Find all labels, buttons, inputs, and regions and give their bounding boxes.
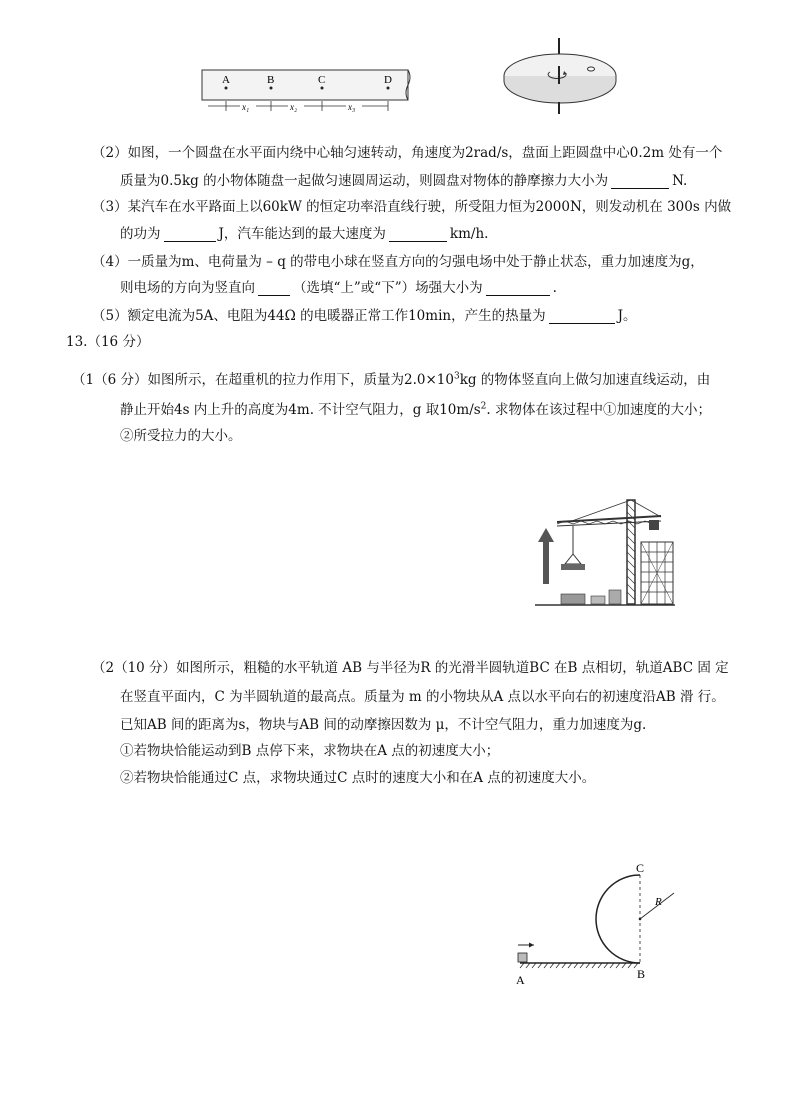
p1-line2: 静止开始4s 内上升的高度为4m. 不计空气阻力，g 取$10m/s^2$. 求物体在该过程中①加速度的大小； bbox=[120, 401, 711, 418]
crane-figure bbox=[533, 494, 675, 614]
point-b bbox=[270, 87, 273, 90]
q5-number: （5） bbox=[92, 308, 128, 324]
q3-line1: （3）某汽车在水平路面上以60kW 的恒定功率沿直线行驶，所受阻力恒为2000N，则发动机在 300s 内做 bbox=[92, 199, 732, 215]
q2-line1: （2）如图，一个圆盘在水平面内绕中心轴匀速转动，角速度为2rad/s，盘面上距圆盘中心0.2m 处有一个 bbox=[92, 145, 723, 161]
p1-label: （1（6 分） bbox=[72, 372, 148, 388]
track-label-r: R bbox=[655, 896, 662, 908]
segment-label-x2: x₂ bbox=[290, 102, 298, 112]
point-d bbox=[387, 87, 390, 90]
point-label-b: B bbox=[267, 74, 275, 86]
p2-line4: ①若物块恰能运动到B 点停下来，求物块在A 点的初速度大小； bbox=[120, 743, 500, 759]
q4-line1: （4）一质量为m、电荷量为 – q 的带电小球在竖直方向的匀强电场中处于静止状态，重力加速度为g， bbox=[92, 254, 704, 270]
track-figure bbox=[510, 860, 690, 990]
point-a bbox=[225, 87, 228, 90]
q3-speed-blank[interactable] bbox=[389, 227, 447, 242]
q4-line2: 则电场的方向为竖直向 （选填“上”或“下”）场强大小为 . bbox=[120, 280, 557, 296]
q4-direction-blank[interactable] bbox=[258, 281, 290, 296]
point-label-c: C bbox=[318, 74, 326, 86]
q4-number: （4） bbox=[92, 254, 128, 270]
p2-line2: 在竖直平面内，C 为半圆轨道的最高点。质量为 m 的小物块从A 点以水平向右的初速度沿AB 滑 行。 bbox=[120, 689, 725, 705]
track-label-b: B bbox=[637, 967, 646, 981]
q3-work-blank[interactable] bbox=[164, 227, 216, 242]
p2-label: （2（10 分） bbox=[92, 660, 177, 676]
segment-label-x1: x₁ bbox=[242, 102, 250, 112]
p1-line1: （1（6 分）如图所示，在超重机的拉力作用下，质量为$2.0\times 10^3kg$ 的物体竖直向上做匀加速直线运动，由 bbox=[72, 371, 711, 388]
track-label-c: C bbox=[636, 861, 645, 875]
q2-line2: 质量为0.5kg 的小物体随盘一起做匀速圆周运动，则圆盘对物体的静摩擦力大小为 N. bbox=[120, 173, 688, 189]
q3-line2: 的功为 J，汽车能达到的最大速度为 km/h. bbox=[120, 226, 489, 242]
ruler-figure bbox=[200, 66, 412, 116]
q13-header: 13.（16 分） bbox=[66, 334, 150, 350]
point-label-d: D bbox=[384, 74, 392, 86]
q3-number: （3） bbox=[92, 199, 128, 215]
q2-answer-blank[interactable] bbox=[611, 174, 669, 189]
disc-figure bbox=[498, 36, 626, 116]
segment-label-x3: x₃ bbox=[348, 102, 356, 112]
point-label-a: A bbox=[222, 74, 230, 86]
p2-line5: ②若物块恰能通过C 点，求物块通过C 点时的速度大小和在A 点的初速度大小。 bbox=[120, 770, 596, 786]
point-c bbox=[321, 87, 324, 90]
q4-field-blank[interactable] bbox=[486, 281, 550, 296]
p1-line3: ②所受拉力的大小。 bbox=[120, 428, 242, 444]
p2-line3: 已知AB 间的距离为s，物块与AB 间的动摩擦因数为 μ，不计空气阻力，重力加速度为g. bbox=[120, 717, 647, 733]
q2-number: （2） bbox=[92, 145, 128, 161]
q5-line: （5）额定电流为5A、电阻为44Ω 的电暖器正常工作10min，产生的热量为 J。 bbox=[92, 308, 637, 324]
track-label-a: A bbox=[516, 973, 525, 987]
p2-line1: （2（10 分）如图所示，粗糙的水平轨道 AB 与半径为R 的光滑半圆轨道BC 在B 点相切，轨道ABC 固 定 bbox=[92, 660, 729, 676]
q5-answer-blank[interactable] bbox=[549, 309, 615, 324]
